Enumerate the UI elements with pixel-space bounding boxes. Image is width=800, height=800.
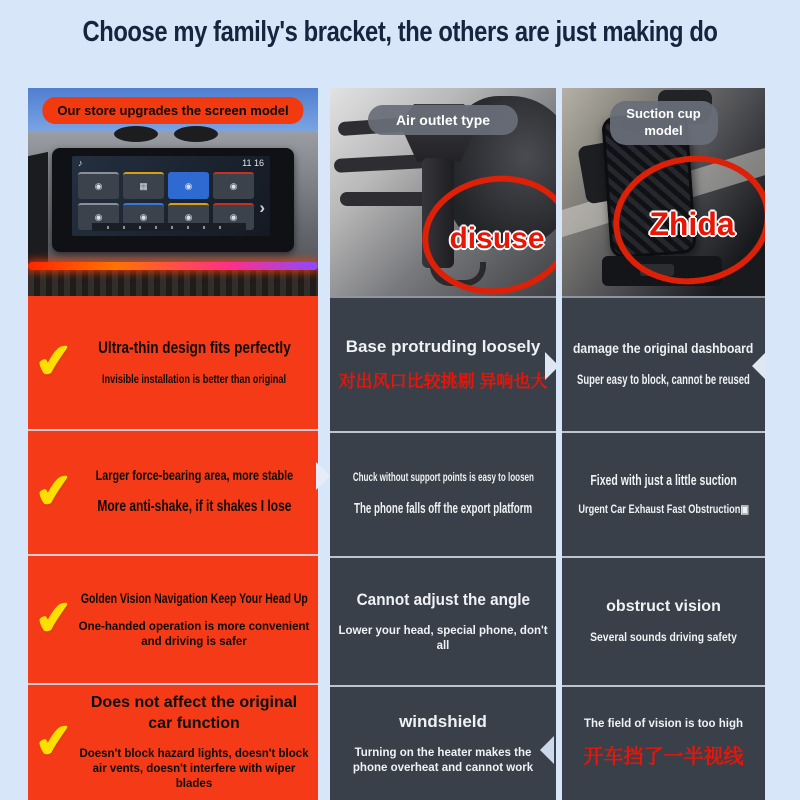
feature-rows [28, 296, 318, 800]
feature-subtext: Doesn't block hazard lights, doesn't block air vents, doesn't interfere with wiper blades [79, 748, 309, 791]
check-icon: ✔ [32, 332, 76, 389]
app-grid [72, 170, 270, 230]
feature-row [330, 685, 556, 800]
app-tile: ◉ [213, 172, 254, 199]
feature-heading: Golden Vision Navigation Keep Your Head Up [80, 589, 308, 606]
feature-heading: Fixed with just a little suction [590, 471, 737, 489]
feature-row [28, 429, 318, 554]
arrow-triangle-icon [545, 352, 559, 380]
feature-heading: The phone falls off the export platform [353, 499, 533, 517]
feature-row [562, 685, 765, 800]
feature-subtext: The field of vision is too high [583, 717, 744, 730]
music-note-icon: ♪ [78, 158, 83, 168]
feature-subtext: One-handed operation is more convenient and driving is safer [78, 621, 310, 649]
mount-bump [114, 126, 158, 142]
feature-subtext: 对出风口比较挑剔 异响也大 [338, 372, 548, 391]
zhida-stamp [613, 156, 765, 284]
feature-row [28, 296, 318, 429]
feature-subtext: Lower your head, special phone, don't all [338, 625, 548, 653]
feature-heading: damage the original dashboard [573, 341, 754, 357]
check-icon: ✔ [32, 712, 76, 769]
feature-heading: More anti-shake, if it shakes I lose [96, 498, 292, 516]
app-tile: ◉ [123, 203, 164, 230]
disuse-stamp [422, 176, 556, 294]
screen-chevron-icon: › [259, 198, 265, 217]
app-tile: ▦ [123, 172, 164, 199]
feature-row [28, 554, 318, 683]
ambient-light-strip [28, 262, 318, 270]
feature-row [562, 556, 765, 685]
feature-heading: Cannot adjust the angle [356, 590, 530, 610]
app-tile: ◉ [168, 172, 209, 199]
feature-row [28, 683, 318, 800]
feature-subtext: Several sounds driving safety [590, 631, 737, 644]
feature-row [562, 298, 765, 431]
feature-heading: obstruct vision [606, 598, 721, 616]
dashboard-photo [28, 88, 318, 296]
mount-bump [174, 126, 218, 142]
check-icon: ✔ [32, 462, 76, 519]
feature-row [330, 298, 556, 431]
column-air-outlet [330, 88, 556, 800]
stamp-label: disuse [449, 222, 545, 256]
column-our-store [28, 88, 318, 800]
vent-holder-photo [330, 88, 556, 296]
feature-subtext: Super easy to block, cannot be reused [577, 372, 750, 387]
car-screen-display [72, 156, 270, 236]
feature-heading: windshield [399, 712, 487, 732]
app-tile: ◉ [78, 203, 119, 230]
screen-statusbar [72, 156, 270, 170]
feature-heading: Base protruding loosely [345, 336, 541, 356]
stamp-label: Zhida [649, 205, 735, 242]
suction-holder-photo [562, 88, 765, 296]
feature-subtext: Larger force-bearing area, more stable [95, 467, 293, 483]
column-header-pill: Air outlet type [368, 105, 518, 135]
vent-slat [340, 192, 432, 206]
feature-heading: Ultra-thin design fits perfectly [97, 338, 291, 358]
feature-heading: 开车挡了一半视线 [583, 746, 744, 769]
feature-row [330, 431, 556, 556]
check-icon: ✔ [32, 589, 76, 646]
arrow-triangle-icon [540, 736, 554, 764]
arrow-triangle-icon [316, 462, 330, 490]
feature-rows [330, 296, 556, 800]
screen-time: 11 16 [242, 158, 264, 168]
arrow-triangle-icon [752, 352, 766, 380]
feature-subtext: Invisible installation is better than original [101, 373, 287, 386]
feature-rows [562, 296, 765, 800]
page-title: Choose my family's bracket, the others are just making do [82, 16, 718, 48]
column-header-pill: Suction cup model [610, 101, 718, 145]
feature-row [330, 556, 556, 685]
screen-toolbar [92, 223, 246, 231]
feature-heading: Does not affect the original car function [90, 693, 298, 732]
feature-subtext: Turning on the heater makes the phone overheat and cannot work [352, 747, 534, 775]
app-tile: ◉ [78, 172, 119, 199]
column-header-pill: Our store upgrades the screen model [42, 97, 303, 124]
column-suction-cup [562, 88, 765, 800]
app-tile: ◉ [168, 203, 209, 230]
feature-row [562, 431, 765, 556]
car-screen [52, 148, 294, 252]
feature-subtext: Chuck without support points is easy to loosen [352, 471, 534, 484]
feature-subtext: Urgent Car Exhaust Fast Obstruction▣ [578, 504, 749, 517]
app-tile: ◉ [213, 203, 254, 230]
